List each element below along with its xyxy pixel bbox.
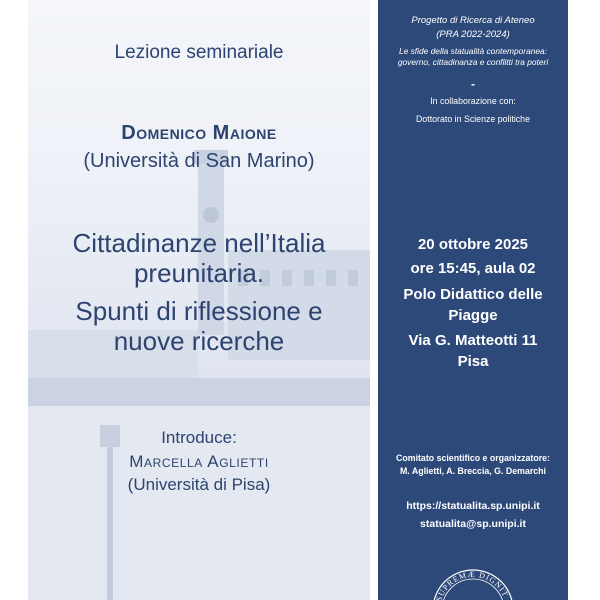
collaboration-partner: Dottorato in Scienze politiche <box>416 114 530 124</box>
event-address <box>378 330 568 372</box>
university-seal-icon <box>423 565 523 600</box>
lecture-title <box>28 228 370 356</box>
event-date: 20 ottobre 2025 <box>417 236 529 253</box>
project-title-line: Le sfide della statualità contemporanea: <box>398 46 548 56</box>
event-venue <box>378 284 568 326</box>
venue-line: Polo Didattico delle <box>403 286 543 303</box>
poster-right-panel <box>378 0 568 600</box>
introducer-label: Introduce: <box>161 428 237 447</box>
address-line: Pisa <box>457 353 489 370</box>
project-period: (PRA 2022-2024) <box>436 29 510 40</box>
introducer-affiliation: (Università di Pisa) <box>127 475 271 494</box>
project-title <box>378 46 568 68</box>
title-line: Spunti di riflessione e <box>75 296 323 326</box>
introducer-name: Marcella Aglietti <box>129 452 269 471</box>
committee-names: M. Aglietti, A. Breccia, G. Demarchi <box>399 466 546 476</box>
seal-lettering: SUPREMÆ DIGNIT <box>434 569 511 600</box>
title-line: nuove ricerche <box>113 326 285 356</box>
separator: - <box>471 77 475 91</box>
event-time-room: ore 15:45, aula 02 <box>410 260 536 277</box>
committee-label: Comitato scientifico e organizzatore: <box>396 453 550 463</box>
speaker-name: Domenico Maione <box>121 122 277 144</box>
collaboration-label: In collaborazione con: <box>430 96 516 106</box>
title-line: Cittadinanze nell’Italia <box>72 228 326 258</box>
address-line: Via G. Matteotti 11 <box>408 332 538 349</box>
project-title-line: governo, cittadinanza e conflitti tra poteri <box>397 57 549 67</box>
venue-line: Piagge <box>448 307 498 324</box>
email-link[interactable]: statualita@sp.unipi.it <box>420 518 526 530</box>
title-line: preunitaria. <box>133 258 265 288</box>
speaker-affiliation: (Università di San Marino) <box>83 150 315 172</box>
project-label: Progetto di Ricerca di Ateneo <box>411 15 535 26</box>
poster-left-panel <box>28 0 370 600</box>
event-type: Lezione seminariale <box>114 42 284 63</box>
website-link[interactable]: https://statualita.sp.unipi.it <box>406 500 540 512</box>
